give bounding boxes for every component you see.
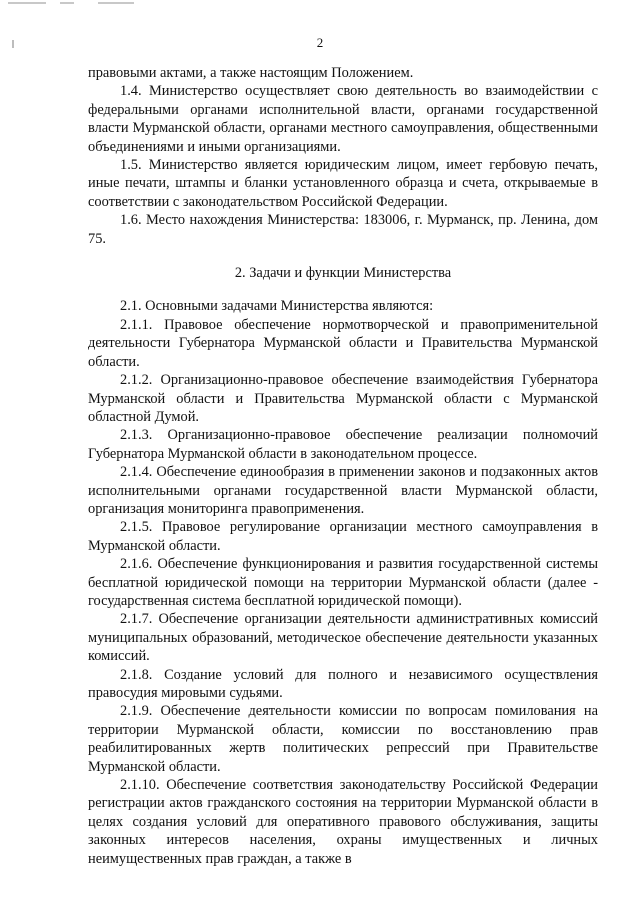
paragraph: 1.5. Министерство является юридическим лицом, имеет гербовую печать, иные печати, штампы и бланки установленного образца и счета, открываемые в соответствии с законодательством Российской Федерации. [88,157,598,210]
document-body [88,64,598,868]
scan-artifacts [0,0,640,12]
paragraph: 2.1.2. Организационно-правовое обеспечение взаимодействия Губернатора Мурманской области и Правительства Мурманской области с Мурманской областной Думой. [88,372,598,425]
section-heading: 2. Задачи и функции Министерства [234,265,452,282]
paragraph: 1.6. Место нахождения Министерства: 183006, г. Мурманск, пр. Ленина, дом 75. [88,212,598,247]
paragraph: 2.1.1. Правовое обеспечение нормотворческой и правоприменительной деятельности Губернатора Мурманской области и Правительства Мурманской области. [88,316,598,370]
paragraph: 2.1.7. Обеспечение организации деятельности административных комиссий муниципальных образований, методическое обеспечение деятельности указанных комиссий. [88,611,598,665]
paragraph: 2.1.6. Обеспечение функционирования и развития государственной системы бесплатной юридической помощи на территории Мурманской области (далее - государственная система бесплатной юридической помощи). [88,556,598,609]
paragraph: 2.1.3. Организационно-правовое обеспечение реализации полномочий Губернатора Мурманской области в законодательном процессе. [88,427,598,462]
paragraph: 2.1.5. Правовое регулирование организации местного самоуправления в Мурманской области. [88,519,598,554]
paragraph: 1.4. Министерство осуществляет свою деятельность во взаимодействии с федеральными органами исполнительной власти, органами государственной власти Мурманской области, органами местного самоуправления, общественными объединениями и иными организациями. [88,83,598,155]
paragraph: 2.1.8. Создание условий для полного и независимого осуществления правосудия мировыми судьями. [88,666,598,701]
paragraph: 2.1.4. Обеспечение единообразия в применении законов и подзаконных актов исполнительными органами государственной власти Мурманской области, организация мониторинга правоприменения. [88,464,598,517]
paragraph: правовыми актами, а также настоящим Положением. [88,65,414,81]
paragraph: 2.1. Основными задачами Министерства являются: [120,298,434,315]
page-number: 2 [316,35,324,50]
paragraph: 2.1.9. Обеспечение деятельности комиссии по вопросам помилования на территории Мурманской области, комиссии по восстановлению прав реабилитированных жертв политических репрессий при Правительстве Мурманской области. [88,703,598,775]
paragraph: 2.1.10. Обеспечение соответствия законодательству Российской Федерации регистрации актов гражданского состояния на территории Мурманской области в целях создания условий для оперативного правового обслуживания, защиты законных интересов населения, охраны имущественных и личных неимущественных прав граждан, а также в [88,777,598,867]
